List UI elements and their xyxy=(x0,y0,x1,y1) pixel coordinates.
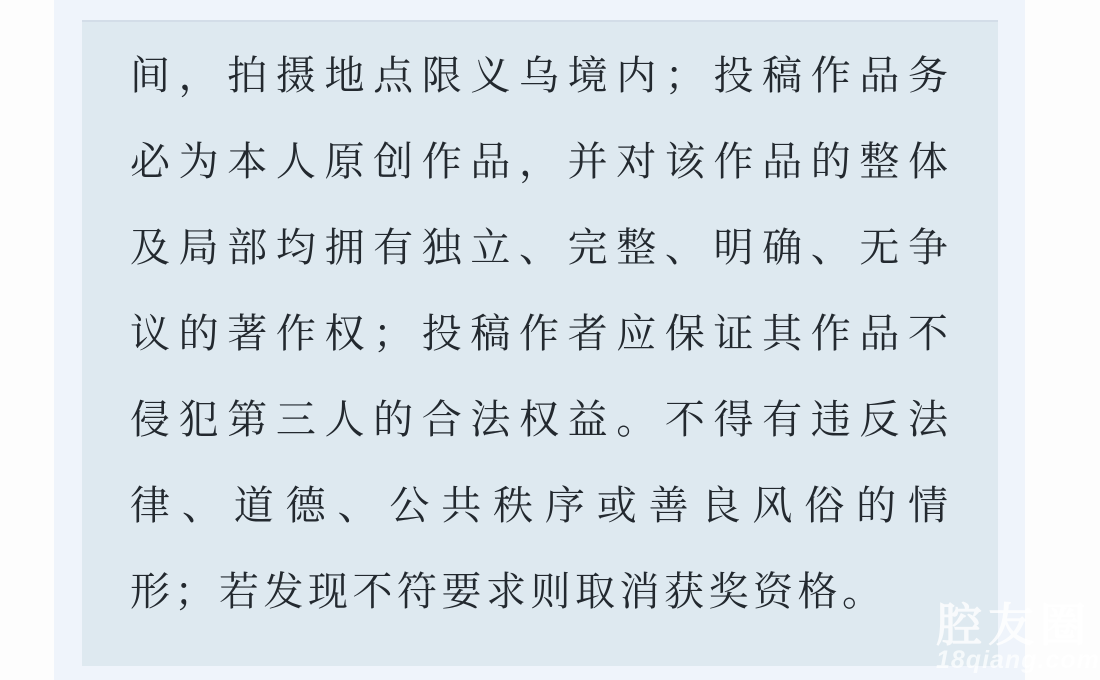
watermark-site-url: 18qiang.com xyxy=(936,646,1100,674)
text-line: 必为本人原创作品，并对该作品的整体 xyxy=(130,140,948,184)
watermark-site-name: 腔友圈 xyxy=(936,599,1092,651)
text-panel xyxy=(82,20,998,666)
text-line: 议的著作权；投稿作者应保证其作品不 xyxy=(130,312,948,356)
text-line: 律、道德、公共秩序或善良风俗的情 xyxy=(130,484,948,528)
text-line: 侵犯第三人的合法权益。不得有违反法 xyxy=(130,398,948,442)
text-line: 及局部均拥有独立、完整、明确、无争 xyxy=(130,226,948,270)
notice-text-block xyxy=(130,33,948,635)
text-line: 形；若发现不符要求则取消获奖资格。 xyxy=(130,570,887,614)
text-line: 间，拍摄地点限义乌境内；投稿作品务 xyxy=(130,54,948,98)
